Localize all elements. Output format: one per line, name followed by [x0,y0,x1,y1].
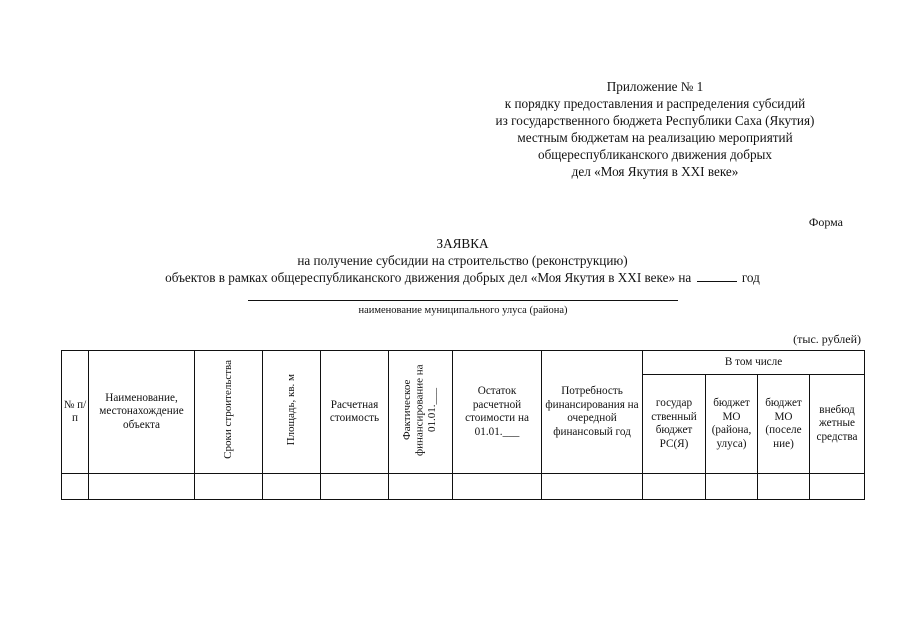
header-actual [389,351,453,474]
table-row [62,474,865,500]
table-cell[interactable] [706,474,758,500]
table-cell[interactable] [321,474,389,500]
header-remainder: Остаток расчетной стоимости на 01.01.___ [453,351,542,474]
municipality-line[interactable] [248,300,678,301]
appendix-line: местным бюджетам на реализацию мероприятий [517,130,793,145]
header-extra-budget: внебюд жетные средства [810,375,865,474]
units-label: (тыс. рублей) [793,332,861,346]
title-block [60,235,865,286]
table-cell[interactable] [453,474,542,500]
table-cell[interactable] [810,474,865,500]
year-blank[interactable] [697,269,737,282]
title-line-1: на получение субсидии на строительство (реконструкцию) [297,253,628,268]
appendix-line: Приложение № 1 [606,79,704,94]
appendix-line: общереспубликанского движения добрых [537,147,773,162]
appendix-line: дел «Моя Якутия в XXI веке» [571,164,739,179]
appendix-line: к порядку предоставления и распределения субсидий [504,96,806,111]
header-mo-budget-district: бюджет МО (района, улуса) [706,375,758,474]
header-terms-text: Сроки строительства [222,360,235,460]
table-cell[interactable] [89,474,195,500]
appendix-line: из государственного бюджета Республики Саха (Якутия) [495,113,815,128]
subsidy-table [61,350,865,500]
header-num: № п/п [62,351,89,474]
title-line-2 [60,269,865,286]
table-cell[interactable] [62,474,89,500]
document-heading: ЗАЯВКА [436,236,489,251]
header-mo-budget-settlement: бюджет МО (поселе ние) [758,375,810,474]
header-area-text: Площадь, кв. м [285,374,298,446]
table-cell[interactable] [263,474,321,500]
table-cell[interactable] [389,474,453,500]
table-cell[interactable] [195,474,263,500]
header-terms [195,351,263,474]
appendix-block [440,78,870,180]
header-including: В том числе [643,351,865,375]
header-name: Наименование, местонахождение объекта [89,351,195,474]
title-line-2-text: объектов в рамках общереспубликанского движения добрых дел «Моя Якутия в XXI веке» на [165,270,692,285]
municipality-caption: наименование муниципального улуса (района) [358,305,568,316]
form-label: Форма [808,215,843,229]
header-need: Потребность финансирования на очередной финансовый год [542,351,643,474]
table-cell[interactable] [758,474,810,500]
header-state-budget: государ ственный бюджет РС(Я) [643,375,706,474]
table-cell[interactable] [542,474,643,500]
title-line-2-year-word: год [741,270,760,285]
table-cell[interactable] [643,474,706,500]
header-area [263,351,321,474]
header-actual-text: Фактическое финансирование на 01.01.___ [400,363,438,456]
header-cost: Расчетная стоимость [321,351,389,474]
